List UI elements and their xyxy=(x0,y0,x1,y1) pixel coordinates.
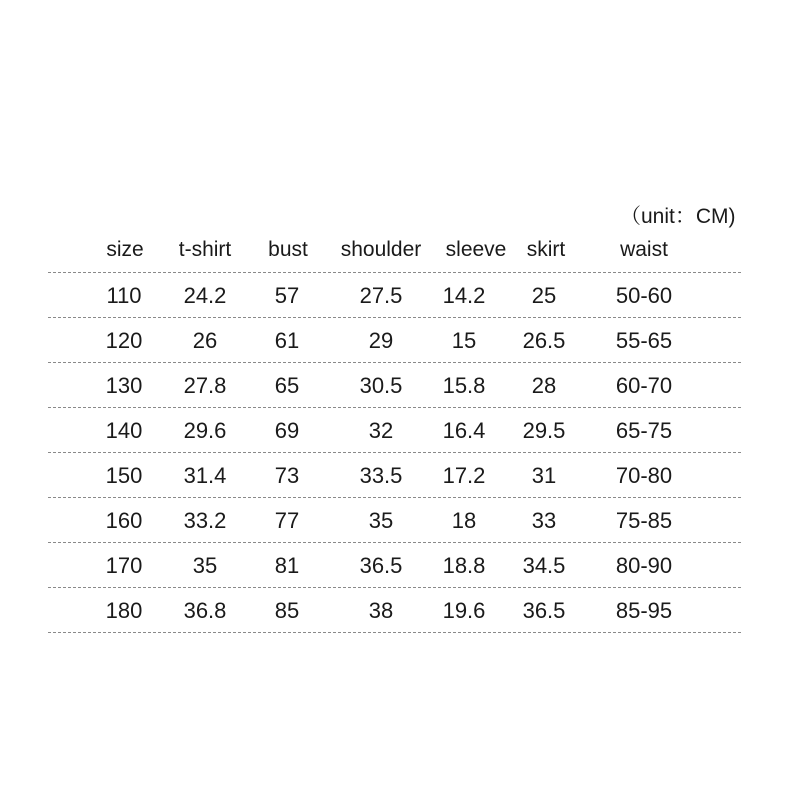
cell-waist: 75-85 xyxy=(615,508,673,533)
cell-t-shirt: 33.2 xyxy=(183,508,227,533)
cell-skirt: 34.5 xyxy=(522,553,566,578)
cell-bust: 81 xyxy=(274,553,300,578)
cell-shoulder: 35 xyxy=(368,508,394,533)
cell-size: 120 xyxy=(105,328,143,353)
cell-t-shirt: 24.2 xyxy=(183,283,227,308)
unit-note: （unit：CM) xyxy=(620,205,736,228)
cell-size: 170 xyxy=(105,553,143,578)
cell-t-shirt: 26 xyxy=(192,328,218,353)
cell-waist: 55-65 xyxy=(615,328,673,353)
column-header-size: size xyxy=(106,238,144,261)
cell-size: 130 xyxy=(105,373,143,398)
cell-waist: 50-60 xyxy=(615,283,673,308)
cell-t-shirt: 27.8 xyxy=(183,373,227,398)
cell-size: 150 xyxy=(105,463,143,488)
cell-shoulder: 27.5 xyxy=(359,283,403,308)
table-row xyxy=(48,543,741,588)
cell-bust: 77 xyxy=(274,508,300,533)
cell-sleeve: 18 xyxy=(451,508,477,533)
column-header-waist: waist xyxy=(620,238,668,261)
cell-shoulder: 29 xyxy=(368,328,394,353)
cell-skirt: 31 xyxy=(531,463,557,488)
cell-t-shirt: 36.8 xyxy=(183,598,227,623)
cell-size: 160 xyxy=(105,508,143,533)
cell-skirt: 29.5 xyxy=(522,418,566,443)
column-header-skirt: skirt xyxy=(526,238,566,261)
cell-t-shirt: 31.4 xyxy=(183,463,227,488)
table-row xyxy=(48,408,741,453)
cell-skirt: 33 xyxy=(531,508,557,533)
cell-waist: 85-95 xyxy=(615,598,673,623)
table-row xyxy=(48,588,741,633)
cell-size: 110 xyxy=(106,283,142,308)
cell-bust: 57 xyxy=(274,283,300,308)
cell-sleeve: 16.4 xyxy=(442,418,486,443)
cell-skirt: 36.5 xyxy=(522,598,566,623)
table-row xyxy=(48,318,741,363)
column-header-t-shirt: t-shirt xyxy=(178,238,232,261)
column-header-bust: bust xyxy=(268,238,308,261)
cell-shoulder: 36.5 xyxy=(359,553,403,578)
cell-t-shirt: 35 xyxy=(192,553,218,578)
cell-skirt: 28 xyxy=(531,373,557,398)
column-header-sleeve: sleeve xyxy=(445,238,507,261)
table-row xyxy=(48,453,741,498)
column-header-shoulder: shoulder xyxy=(340,238,422,261)
table-row xyxy=(48,363,741,408)
cell-skirt: 25 xyxy=(531,283,557,308)
table-row xyxy=(48,273,741,318)
cell-sleeve: 19.6 xyxy=(442,598,486,623)
cell-sleeve: 14.2 xyxy=(442,283,486,308)
cell-shoulder: 30.5 xyxy=(359,373,403,398)
cell-bust: 85 xyxy=(274,598,300,623)
cell-size: 180 xyxy=(105,598,143,623)
cell-size: 140 xyxy=(105,418,143,443)
cell-sleeve: 15.8 xyxy=(442,373,486,398)
cell-bust: 65 xyxy=(274,373,300,398)
cell-waist: 80-90 xyxy=(615,553,673,578)
cell-sleeve: 18.8 xyxy=(442,553,486,578)
cell-shoulder: 33.5 xyxy=(359,463,403,488)
table-header-row xyxy=(48,228,741,273)
cell-waist: 60-70 xyxy=(615,373,673,398)
cell-bust: 61 xyxy=(274,328,300,353)
cell-waist: 65-75 xyxy=(615,418,673,443)
cell-skirt: 26.5 xyxy=(522,328,566,353)
cell-shoulder: 38 xyxy=(368,598,394,623)
cell-t-shirt: 29.6 xyxy=(183,418,227,443)
cell-shoulder: 32 xyxy=(368,418,394,443)
table-row xyxy=(48,498,741,543)
size-chart-table xyxy=(48,228,741,633)
cell-bust: 69 xyxy=(274,418,300,443)
cell-sleeve: 17.2 xyxy=(442,463,486,488)
cell-waist: 70-80 xyxy=(615,463,673,488)
cell-bust: 73 xyxy=(274,463,300,488)
cell-sleeve: 15 xyxy=(451,328,477,353)
